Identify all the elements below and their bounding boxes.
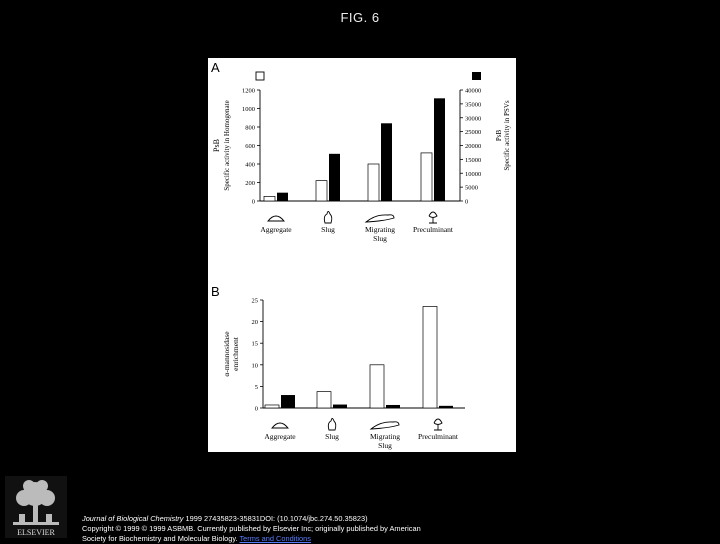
category-label: Migrating [365, 225, 395, 234]
b-bar-open [423, 306, 437, 408]
y-tick-label-right: 15000 [465, 156, 482, 164]
category-label: Slug [325, 432, 339, 441]
citation-society: Society for Biochemistry and Molecular Biology. [82, 534, 240, 543]
panel-label-a: A [211, 60, 220, 75]
b-y-tick-label: 5 [254, 383, 258, 391]
b-bar-open [317, 392, 331, 408]
preculminant-icon [429, 212, 437, 223]
bar-filled [277, 193, 288, 201]
slug-icon [328, 419, 335, 431]
b-y-tick-label: 15 [251, 340, 258, 348]
b-y-tick-label: 10 [251, 362, 258, 370]
b-y-axis-title-1: α-mannosidase [222, 331, 231, 377]
b-bar-open [370, 365, 384, 408]
category-label: Aggregate [260, 225, 292, 234]
y-axis-title-left-1: PsB [212, 139, 221, 152]
y-axis-title-right-2: Specific activity in PSVs [503, 100, 511, 171]
y-tick-label-right: 20000 [465, 143, 482, 150]
terms-link[interactable]: Terms and Conditions [239, 534, 311, 543]
bar-filled [381, 123, 392, 201]
y-tick-label-right: 25000 [465, 129, 482, 137]
y-tick-label-left: 200 [245, 180, 255, 187]
preculminant-icon [434, 419, 442, 430]
category-label: Migrating [370, 432, 400, 441]
b-y-tick-label: 20 [251, 319, 258, 327]
y-tick-label-right: 30000 [465, 115, 482, 123]
category-label: Aggregate [264, 432, 296, 441]
aggregate-icon-path [268, 216, 284, 221]
category-label: Slug [378, 441, 392, 450]
slug-icon [324, 212, 331, 224]
figure-title: FIG. 6 [340, 10, 380, 25]
y-tick-label-left: 800 [245, 124, 255, 132]
b-y-axis-title-2: enrichment [231, 337, 240, 371]
y-tick-label-left: 1200 [242, 87, 255, 95]
citation-line-2: Copyright © 1999 © 1999 ASBMB. Currently published by Elsevier Inc; originally published by American [82, 524, 421, 533]
y-tick-label-left: 400 [245, 161, 255, 169]
journal-name: Journal of Biological Chemistry [82, 514, 184, 523]
aggregate-icon [268, 216, 284, 221]
panel-label-b: B [211, 284, 220, 299]
b-bar-filled [281, 395, 295, 408]
b-y-tick-label: 0 [254, 405, 258, 413]
figure-panel [208, 58, 516, 452]
preculminant-icon-path [429, 212, 437, 223]
b-bar-filled [386, 405, 400, 408]
bar-filled [329, 154, 340, 201]
category-label: Preculminant [413, 225, 453, 234]
bar-open [368, 164, 379, 201]
migrating-slug-icon-path [371, 422, 399, 429]
y-tick-label-right: 5000 [465, 184, 478, 192]
category-label: Slug [373, 234, 387, 243]
elsevier-logo [5, 476, 67, 538]
y-tick-label-left: 1000 [242, 106, 255, 113]
preculminant-icon-path [434, 419, 442, 430]
slug-icon-path [324, 212, 331, 224]
y-tick-label-left: 0 [251, 198, 255, 206]
citation-line-3 [82, 534, 712, 544]
figure-svg [208, 58, 516, 452]
legend-filled-square [472, 72, 481, 80]
b-bar-open [265, 405, 279, 408]
bar-open [264, 196, 275, 201]
b-bar-filled [439, 406, 453, 408]
citation-line-1 [82, 514, 712, 524]
y-tick-label-left: 600 [245, 143, 255, 150]
category-label: Slug [321, 225, 335, 234]
bar-open [316, 181, 327, 201]
y-tick-label-right: 0 [465, 198, 469, 206]
y-axis-title-left-2: Specific activity in Homogenate [223, 100, 231, 191]
category-label: Preculminant [418, 432, 458, 441]
legend-open-square [256, 72, 264, 80]
migrating-slug-icon-path [366, 215, 394, 222]
y-tick-label-right: 35000 [465, 101, 482, 109]
aggregate-icon-path [272, 423, 288, 428]
svg-text:ELSEVIER: ELSEVIER [17, 528, 55, 537]
bar-filled [434, 98, 445, 201]
y-axis-title-right-1: PsB [495, 129, 503, 142]
aggregate-icon [272, 423, 288, 428]
citation-doi: 1999 27435823-35831DOI: (10.1074/jbc.274.50.35823) [183, 514, 368, 523]
bar-open [421, 153, 432, 201]
migrating-slug-icon [366, 215, 394, 222]
y-tick-label-right: 40000 [465, 87, 482, 95]
y-tick-label-right: 10000 [465, 170, 482, 178]
slug-icon-path [328, 419, 335, 431]
b-y-tick-label: 25 [251, 297, 258, 305]
b-bar-filled [333, 405, 347, 408]
migrating-slug-icon [371, 422, 399, 429]
